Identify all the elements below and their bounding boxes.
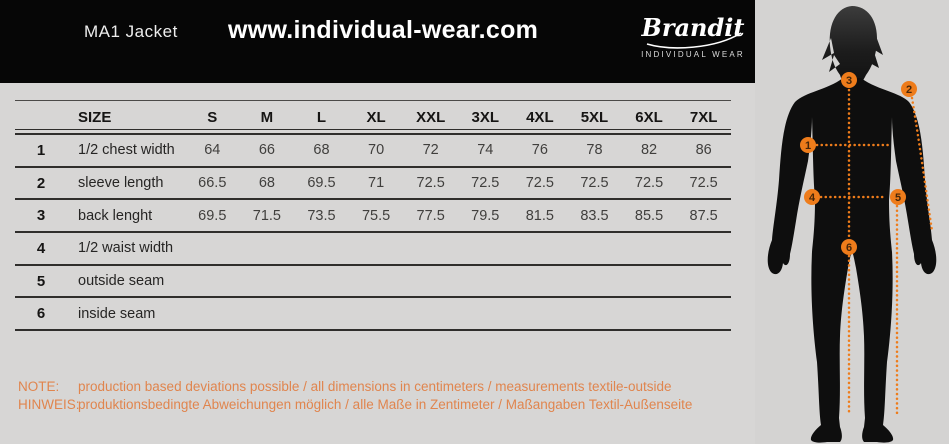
- row-number: 5: [36, 272, 46, 290]
- size-column-title: SIZE: [78, 108, 112, 126]
- size-header-6xl: 6XL: [635, 108, 663, 126]
- cell-value: 73.5: [307, 207, 336, 224]
- cell-value: 69.5: [307, 175, 336, 192]
- cell-value: 66.5: [198, 175, 227, 192]
- table-row: [15, 298, 731, 331]
- cell-value: 72.5: [416, 175, 445, 192]
- header-bar: [0, 0, 755, 83]
- size-header-xl: XL: [366, 108, 386, 126]
- cell-value: 75.5: [361, 207, 391, 224]
- cell-value: 64: [204, 142, 221, 159]
- table-header-row: [15, 101, 731, 135]
- cell-value: 66: [258, 142, 275, 159]
- size-header-3xl: 3XL: [471, 108, 500, 126]
- row-label: sleeve length: [78, 175, 164, 192]
- table-row: [15, 266, 731, 299]
- brand-logo: [641, 6, 745, 59]
- cell-value: 72.5: [525, 175, 554, 192]
- cell-value: 74: [477, 142, 494, 159]
- marker-4: [804, 189, 820, 205]
- table-row: [15, 200, 731, 233]
- size-header-m: M: [260, 108, 274, 126]
- cell-value: 68: [258, 175, 275, 192]
- cell-value: 82: [640, 142, 658, 159]
- row-number: 2: [36, 174, 46, 192]
- row-number: 3: [36, 207, 46, 225]
- body-silhouette: [768, 78, 937, 443]
- brandit-script-logo: [641, 6, 745, 52]
- cell-value: 83.5: [580, 207, 609, 224]
- size-header-4xl: 4XL: [526, 108, 554, 126]
- cell-value: 77.5: [416, 207, 445, 224]
- row-label: outside seam: [78, 273, 165, 290]
- website-url: www.individual-wear.com: [228, 16, 539, 44]
- row-number: 1: [36, 141, 46, 159]
- cell-value: 86: [695, 142, 712, 159]
- notes-block: [18, 380, 730, 412]
- row-label: inside seam: [78, 305, 156, 322]
- marker-5-number: 5: [894, 192, 902, 204]
- cell-value: 87.5: [689, 207, 718, 224]
- brand-script-text: Brandit: [641, 13, 745, 42]
- cell-value: 71: [368, 175, 385, 192]
- row-label: back lenght: [78, 207, 153, 224]
- note-label: NOTE:: [18, 379, 60, 394]
- row-label: 1/2 waist width: [78, 240, 174, 257]
- cell-value: 72.5: [689, 175, 718, 192]
- marker-1: [800, 137, 816, 153]
- row-label: 1/2 chest width: [78, 142, 175, 159]
- size-table: [15, 100, 731, 331]
- cell-value: 79.5: [471, 207, 500, 224]
- marker-6-number: 6: [845, 242, 853, 254]
- table-row: [15, 135, 731, 168]
- marker-3-number: 3: [845, 75, 853, 87]
- body-silhouette-diagram: [755, 0, 949, 444]
- cell-value: 85.5: [634, 207, 664, 224]
- size-header-5xl: 5XL: [580, 108, 609, 126]
- marker-5: [890, 189, 906, 205]
- cell-value: 72.5: [471, 175, 500, 192]
- cell-value: 71.5: [252, 207, 281, 224]
- size-header-xxl: XXL: [416, 108, 446, 126]
- cell-value: 72.5: [634, 175, 664, 192]
- size-header-l: L: [316, 108, 327, 126]
- hinweis-text: produktionsbedingte Abweichungen möglich / alle Maße in Zentimeter / Maßangaben Textil-Außenseite: [78, 397, 693, 412]
- cell-value: 68: [313, 142, 330, 159]
- size-header-s: S: [207, 108, 218, 126]
- product-title: MA1 Jacket: [84, 22, 178, 41]
- size-header-7xl: 7XL: [689, 108, 718, 126]
- marker-2-number: 2: [905, 84, 913, 96]
- marker-2: [901, 81, 917, 97]
- cell-value: 69.5: [198, 207, 227, 224]
- marker-1-number: 1: [804, 140, 812, 152]
- marker-3: [841, 72, 857, 88]
- note-text: production based deviations possible / all dimensions in centimeters / measurements textile-outside: [78, 379, 672, 394]
- brand-subtitle: INDIVIDUAL WEAR: [641, 50, 745, 59]
- table-row: [15, 233, 731, 266]
- cell-value: 81.5: [525, 207, 554, 224]
- cell-value: 78: [586, 142, 603, 159]
- row-number: 6: [36, 305, 46, 323]
- cell-value: 70: [368, 142, 385, 159]
- marker-6: [841, 239, 857, 255]
- cell-value: 72: [422, 142, 439, 159]
- table-row: [15, 168, 731, 201]
- hinweis-label: HINWEIS:: [18, 397, 80, 412]
- cell-value: 76: [531, 142, 548, 159]
- cell-value: 72.5: [580, 175, 609, 192]
- row-number: 4: [36, 239, 46, 257]
- marker-4-number: 4: [808, 192, 816, 204]
- measurement-figure: [755, 0, 949, 444]
